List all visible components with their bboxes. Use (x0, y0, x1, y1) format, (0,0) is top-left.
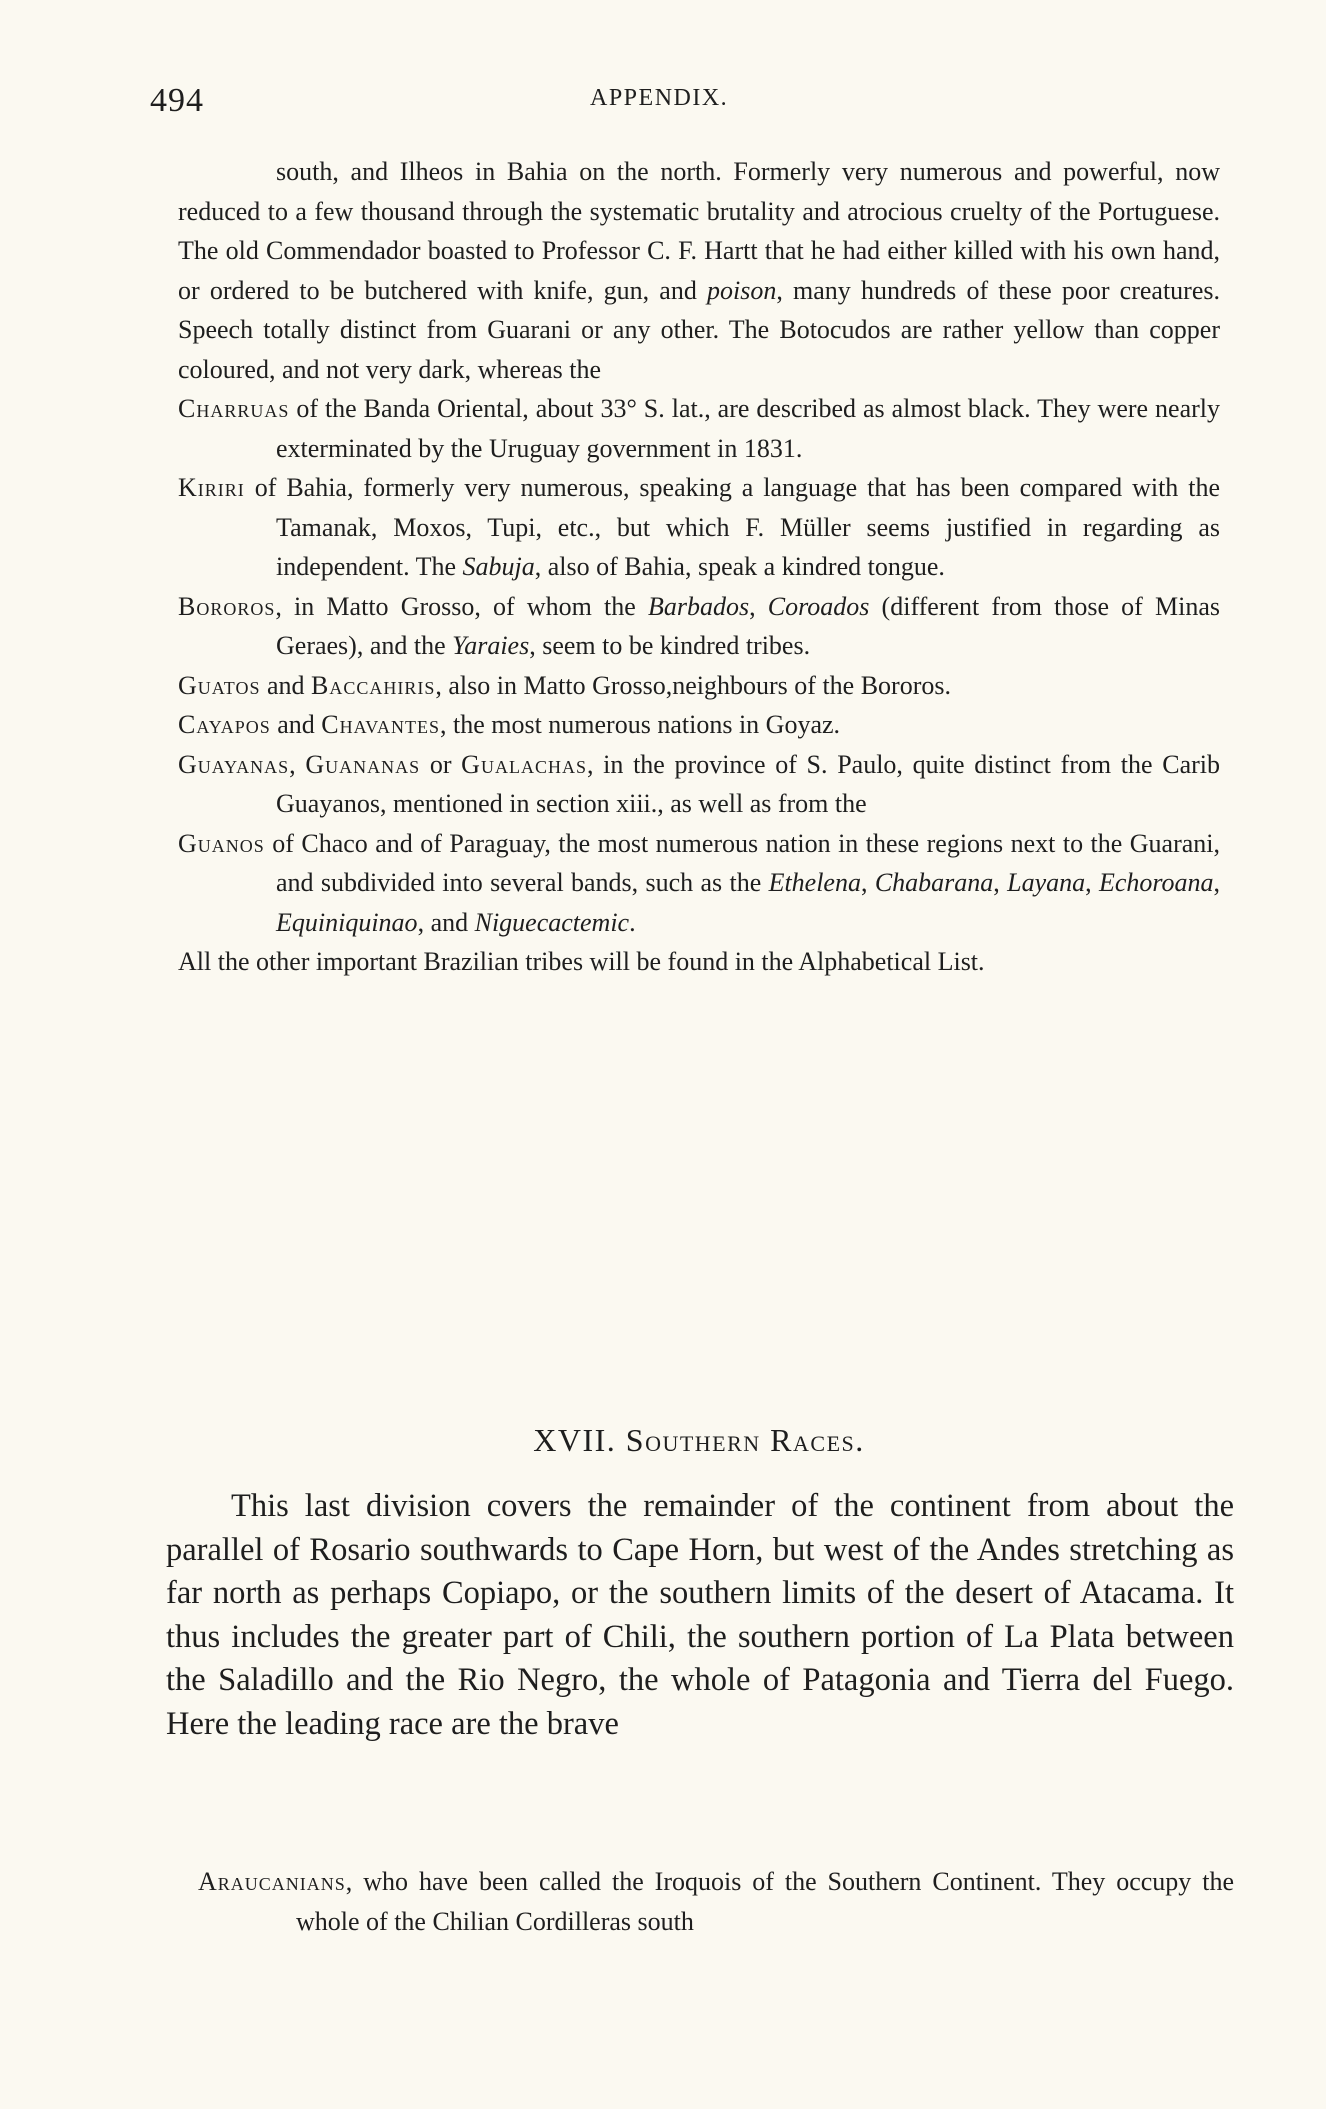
entry-text: , also in Matto Grosso,neighbours of the Bororos. (435, 670, 951, 700)
tribe-entry (178, 389, 1220, 468)
tribe-entry (178, 587, 1220, 666)
tribe-entries-list-2 (198, 1862, 1234, 1941)
entry-text: of Bahia, formerly very numerous, speaking a language that has been compared with the Tamanak, Moxos, Tupi, etc., but which F. Müller seems justified in regarding as independent. The (244, 473, 1220, 581)
entry-text: , (1213, 868, 1221, 897)
entry-text: and (260, 670, 312, 700)
entry-text: of Chaco and of Paraguay, the most numerous nation in these regions next to the Guarani, and subdivided into several bands, such as the (264, 828, 1220, 897)
italic-term: Sabuja (462, 552, 535, 581)
tribe-entry (178, 824, 1220, 943)
section-paragraph: This last division covers the remainder of the continent from about the parallel of Rosario southwards to Cape Horn, but west of the Andes stretching as far north as perhaps Copiapo, or the southern limits of the desert of Atacama. It thus includes the greater part of Chili, the southern portion of La Plata between the Saladillo and the Rio Negro, the whole of Patagonia and Tierra del Fuego. Here the leading race are the brave (166, 1488, 1234, 1742)
page-number: 494 (150, 82, 204, 119)
entry-text: , (860, 868, 875, 897)
italic-term: Ethelena (768, 868, 861, 897)
entry-text: or (420, 749, 462, 779)
entry-text: , (749, 591, 768, 621)
section-heading: XVII. Southern Races. (533, 1422, 865, 1458)
italic-term: Yaraies (452, 631, 530, 660)
italic-term: Barbados (647, 591, 750, 621)
running-head: APPENDIX. (590, 85, 729, 111)
italic-term: Coroados (767, 591, 870, 621)
tribe-entry (178, 942, 1220, 982)
italic-term: Niguecactemic (474, 907, 630, 937)
tribe-name: Guananas (305, 749, 421, 779)
entry-text: , also of Bahia, speak a kindred tongue. (534, 552, 945, 581)
italic-term: Equiniquinao (276, 907, 418, 937)
tribe-name: Bororos (178, 591, 276, 621)
tribe-name: Kiriri (178, 473, 245, 502)
tribe-name: Gualachas (461, 749, 587, 779)
entry-text: , (993, 868, 1008, 897)
entry-text: , seem to be kindred tribes. (529, 631, 811, 660)
italic-term: poison (707, 275, 777, 305)
entry-text: (different from those of Minas Geraes), and the (276, 591, 1220, 660)
entry-text: south, and Ilheos in Bahia on the north. Formerly very numerous and powerful, now reduced to a few thousand through the systematic brutality and atrocious cruelty of the Portuguese. The old Commendador boasted to Professor C. F. Hartt that he had either killed with his own hand, or ordered to be butchered with knife, gun, and (178, 157, 1220, 305)
entry-text: , in the province of S. Paulo, quite distinct from the Carib Guayanos, mentioned in section xiii., as well as from the (276, 749, 1220, 818)
tribe-entry (178, 705, 1220, 745)
tribe-name: Guanos (178, 828, 265, 858)
entry-text: of the Banda Oriental, about 33° S. lat., are described as almost black. They were nearly exterminated by the Uruguay government in 1831. (276, 394, 1220, 463)
tribe-entry (198, 1862, 1234, 1941)
tribe-name: Guayanas (178, 749, 290, 779)
entry-text: , the most numerous nations in Goyaz. (439, 710, 841, 739)
entry-text: , (1085, 868, 1099, 897)
entry-text: , (289, 749, 306, 779)
entry-text: All the other important Brazilian tribes will be found in the Alphabetical List. (178, 947, 985, 976)
tribe-entries-list (178, 152, 1220, 982)
entry-text: , many hundreds of these poor creatures. Speech totally distinct from Guarani or any other. The Botocudos are rather yellow than copper coloured, and not very dark, whereas the (178, 275, 1220, 384)
entry-text: . (629, 907, 636, 937)
entry-text: , in Matto Grosso, of whom the (275, 591, 648, 621)
tribe-name: Guatos (178, 670, 261, 700)
tribe-entry (178, 745, 1220, 824)
tribe-name: Charruas (178, 394, 290, 423)
italic-term: Layana (1007, 868, 1086, 897)
tribe-name: Cayapos (178, 710, 271, 739)
tribe-entry (178, 468, 1220, 587)
italic-term: Chabarana (874, 868, 994, 897)
tribe-name: Chavantes (321, 710, 440, 739)
tribe-name: Araucanians (198, 1867, 346, 1896)
tribe-entry (178, 666, 1220, 706)
entry-text: , who have been called the Iroquois of the Southern Continent. They occupy the whole of the Chilian Cordilleras south (296, 1867, 1234, 1936)
italic-term: Echoroana (1098, 868, 1214, 897)
entry-text: and (270, 710, 322, 739)
tribe-name: Baccahiris (311, 670, 436, 700)
entry-text: , and (417, 907, 475, 937)
tribe-entry (80, 152, 1220, 389)
